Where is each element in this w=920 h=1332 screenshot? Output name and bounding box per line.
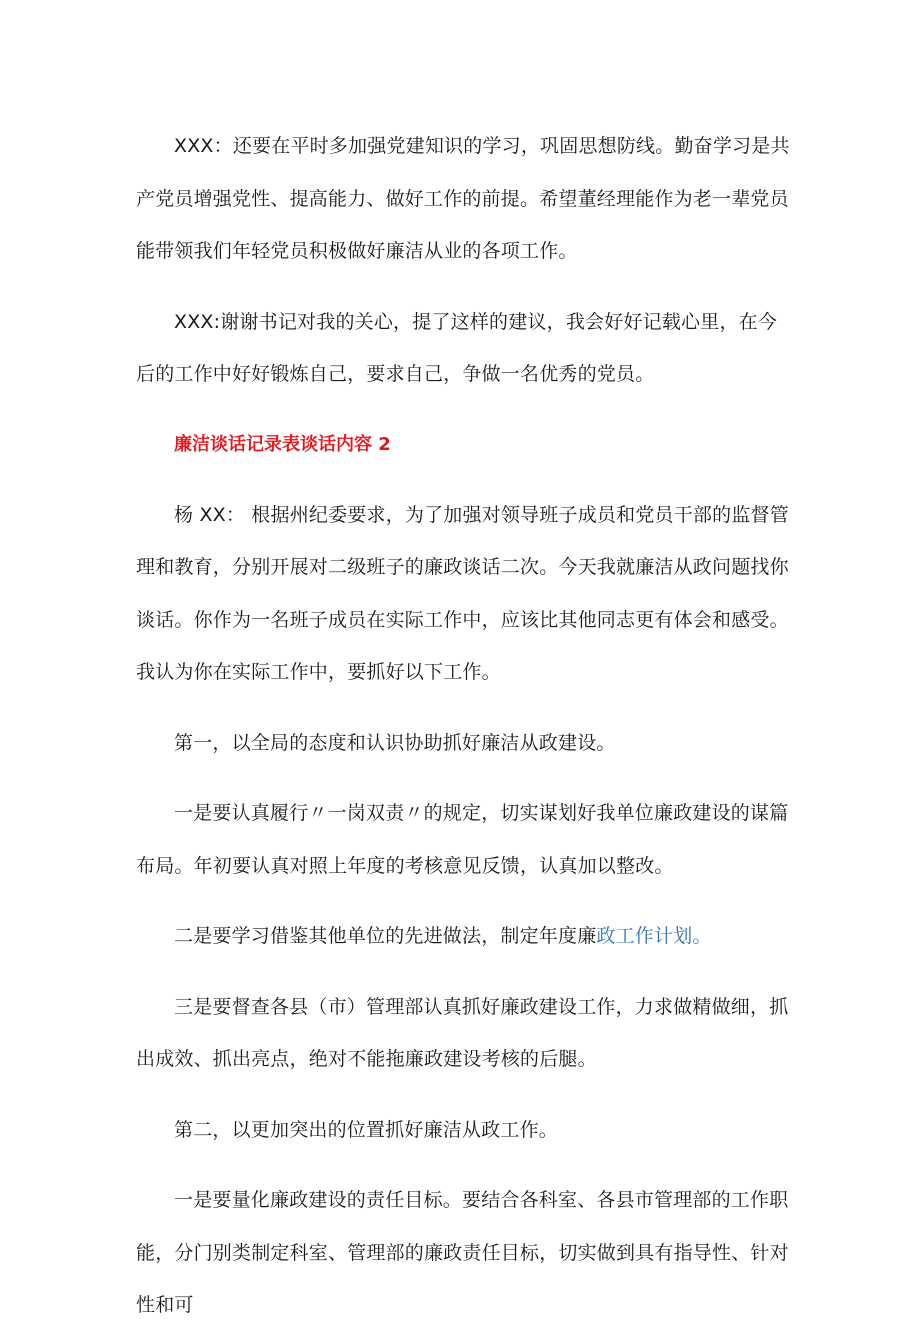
paragraph-second-point-item-1: 一是要量化廉政建设的责任目标。要结合各科室、各县市管理部的工作职能，分门别类制定科室、管理部的廉政责任目标，切实做到具有指导性、针对性和可 [136, 1189, 789, 1316]
paragraph-xxx-suggestion: XXX：还要在平时多加强党建知识的学习，巩固思想防线。勤奋学习是共产党员增强党性、提高能力、做好工作的前提。希望董经理能作为老一辈党员能带领我们年轻党员积极做好廉洁从业的各项工作。 [136, 135, 790, 262]
work-plan-link[interactable]: 政工作计划。 [596, 925, 712, 947]
section-heading: 廉洁谈话记录表谈话内容 2 [174, 433, 391, 455]
paragraph-first-point-item-3: 三是要督查各县（市）管理部认真抓好廉政建设工作，力求做精做细，抓出成效、抓出亮点，绝对不能拖廉政建设考核的后腿。 [136, 995, 789, 1070]
paragraph-first-point-item-1: 一是要认真履行〃一岗双责〃的规定，切实谋划好我单位廉政建设的谋篇布局。年初要认真对照上年度的考核意见反馈，认真加以整改。 [136, 802, 789, 877]
paragraph-second-point: 第二，以更加突出的位置抓好廉洁从政工作。 [174, 1118, 559, 1141]
paragraph-xxx-reply: XXX:谢谢书记对我的关心，提了这样的建议，我会好好记载心里，在今后的工作中好好锻炼自己，要求自己，争做一名优秀的党员。 [136, 310, 778, 385]
paragraph-yang-intro: 杨 XX： 根据州纪委要求，为了加强对领导班子成员和党员干部的监督管理和教育，分别开展对二级班子的廉政谈话二次。今天我就廉洁从政问题找你谈话。你作为一名班子成员在实际工作中，应该比其他同志更有体会和感受。我认为你在实际工作中，要抓好以下工作。 [136, 503, 789, 683]
item-2-text: 二是要学习借鉴其他单位的先进做法，制定年度廉 [174, 925, 597, 947]
paragraph-first-point: 第一，以全局的态度和认识协助抓好廉洁从政建设。 [174, 731, 616, 754]
paragraph-first-point-item-2 [136, 910, 790, 963]
